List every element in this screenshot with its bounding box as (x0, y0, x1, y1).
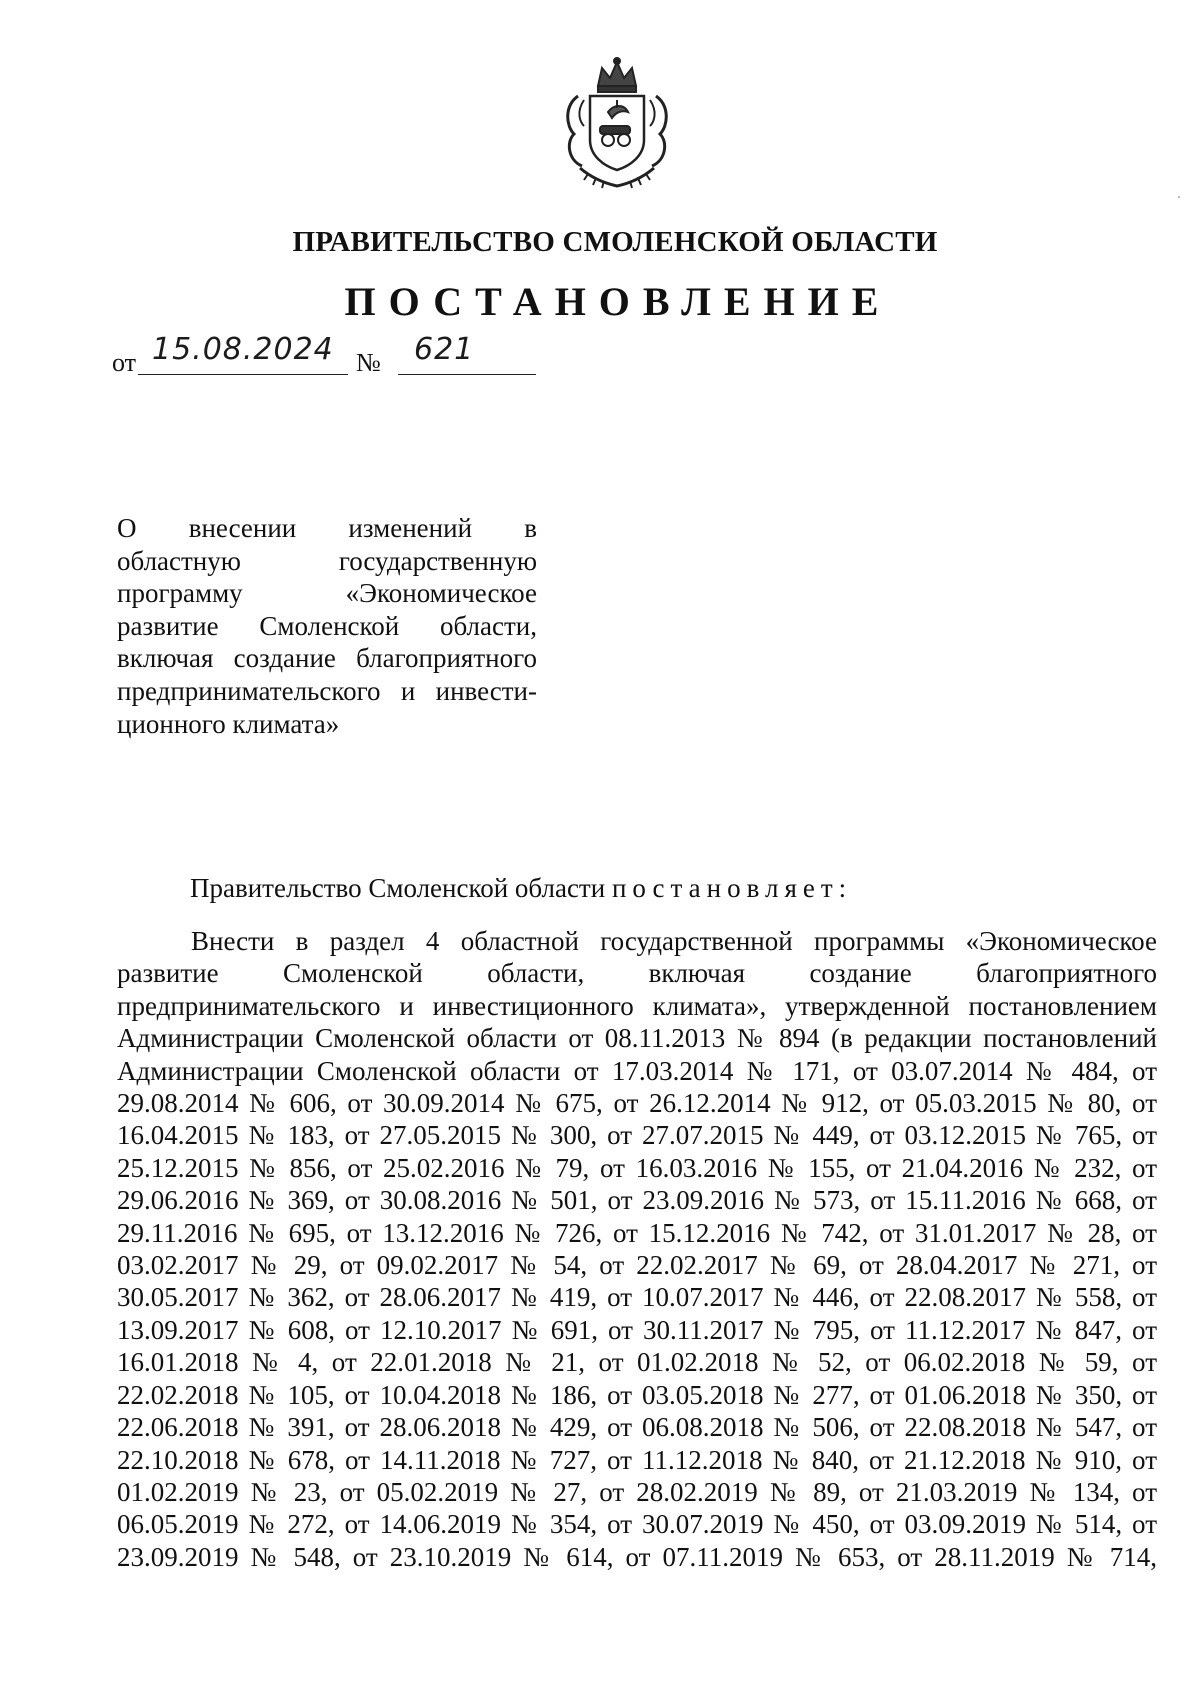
body-line: 25.12.2015 № 856, от 25.02.2016 № 79, от 16.03.2016 № 155, от 21.04.2016 № 232, от (117, 1152, 1157, 1183)
number-label: № (356, 348, 381, 377)
body-line: 22.10.2018 № 678, от 14.11.2018 № 727, от 11.12.2018 № 840, от 21.12.2018 № 910, от (117, 1444, 1157, 1475)
document-subject (117, 512, 537, 740)
body-line: 29.08.2014 № 606, от 30.09.2014 № 675, от 26.12.2014 № 912, от 05.03.2015 № 80, от (117, 1088, 1157, 1119)
date-prefix-label: от (112, 348, 137, 377)
subject-line: областную государственную (117, 545, 537, 576)
number-underline (398, 374, 536, 375)
document-type-title: ПОСТАНОВЛЕНИЕ (344, 279, 892, 324)
body-line: 01.02.2019 № 23, от 05.02.2019 № 27, от 28.02.2019 № 89, от 21.03.2019 № 134, от (117, 1476, 1157, 1507)
body-line: 29.06.2016 № 369, от 30.08.2016 № 501, от 23.09.2016 № 573, от 15.11.2016 № 668, от (117, 1185, 1157, 1216)
body-line: Администрации Смоленской области от 08.11.2013 № 894 (в редакции постановлений (117, 1023, 1157, 1054)
organization-title: ПРАВИТЕЛЬСТВО СМОЛЕНСКОЙ ОБЛАСТИ (292, 226, 938, 258)
body-line: 22.06.2018 № 391, от 28.06.2018 № 429, от 06.08.2018 № 506, от 22.08.2018 № 547, от (117, 1412, 1157, 1443)
subject-line: включая создание благоприятного (117, 643, 537, 674)
body-line: Администрации Смоленской области от 17.03.2014 № 171, от 03.07.2014 № 484, от (117, 1055, 1157, 1086)
subject-line: О внесении изменений в (117, 513, 537, 543)
body-line: 13.09.2017 № 608, от 12.10.2017 № 691, от 30.11.2017 № 795, от 11.12.2017 № 847, от (117, 1314, 1157, 1345)
body-line: 22.02.2018 № 105, от 10.04.2018 № 186, от 03.05.2018 № 277, от 01.06.2018 № 350, от (117, 1379, 1157, 1410)
body-line: предпринимательского и инвестиционного климата», утвержденной постановлением (117, 990, 1157, 1021)
preamble-text: Правительство Смоленской области (190, 873, 612, 903)
body-line: 03.02.2017 № 29, от 09.02.2017 № 54, от 22.02.2017 № 69, от 28.04.2017 № 271, от (117, 1250, 1157, 1281)
subject-line: ционного климата» (117, 708, 340, 739)
scan-speck (1178, 196, 1180, 198)
subject-line: предпринимательского и инвести- (117, 675, 537, 706)
body-line: 16.01.2018 № 4, от 22.01.2018 № 21, от 01.02.2018 № 52, от 06.02.2018 № 59, от (117, 1347, 1157, 1378)
body-line: 29.11.2016 № 695, от 13.12.2016 № 726, от 15.12.2016 № 742, от 31.01.2017 № 28, от (117, 1217, 1157, 1248)
handwritten-number: 621 (414, 332, 475, 367)
preamble (190, 873, 852, 904)
body-line: Внести в раздел 4 областной государственной программы «Экономическое (191, 926, 1157, 956)
body-line: 23.09.2019 № 548, от 23.10.2019 № 614, от 07.11.2019 № 653, от 28.11.2019 № 714, (117, 1541, 1157, 1572)
decree-body (117, 925, 1157, 1573)
body-line: 06.05.2019 № 272, от 14.06.2019 № 354, от 30.07.2019 № 450, от 03.09.2019 № 514, от (117, 1509, 1157, 1540)
subject-line: развитие Смоленской области, (117, 610, 537, 641)
subject-line: программу «Экономическое (117, 578, 537, 609)
body-line: развитие Смоленской области, включая создание благоприятного (117, 958, 1157, 989)
body-line: 16.04.2015 № 183, от 27.05.2015 № 300, от 27.07.2015 № 449, от 03.12.2015 № 765, от (117, 1120, 1157, 1151)
coat-of-arms-emblem (558, 56, 676, 192)
handwritten-date: 15.08.2024 (152, 332, 334, 367)
date-underline (138, 374, 348, 375)
preamble-decree-word: постановляет: (611, 873, 853, 903)
body-line: 30.05.2017 № 362, от 28.06.2017 № 419, от 10.07.2017 № 446, от 22.08.2017 № 558, от (117, 1282, 1157, 1313)
